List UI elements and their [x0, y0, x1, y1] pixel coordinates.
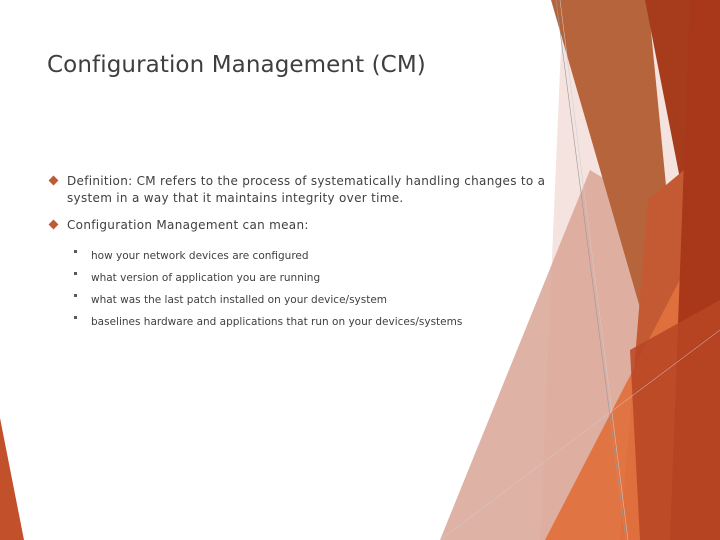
bullet-item-definition: [48, 173, 548, 207]
bullet-list: [48, 173, 548, 328]
bullet-item-cm-can-mean: [48, 217, 548, 234]
square-bullet-icon: [74, 250, 77, 253]
square-bullet-icon: [74, 294, 77, 297]
sub-bullet-item: [48, 244, 548, 262]
diamond-bullet-icon: [49, 176, 59, 186]
sub-bullet-text: what was the last patch installed on your device/system: [91, 294, 388, 306]
sub-bullet-item: [48, 310, 548, 328]
square-bullet-icon: [74, 272, 77, 275]
sub-bullet-text: how your network devices are configured: [91, 250, 309, 262]
left-edge-strip: [0, 418, 24, 540]
sub-bullet-item: [48, 266, 548, 284]
square-bullet-icon: [74, 316, 77, 319]
sub-bullet-text: what version of application you are running: [91, 272, 321, 284]
diamond-bullet-icon: [49, 220, 59, 230]
sub-bullet-item: [48, 288, 548, 306]
bullet-text: Configuration Management can mean:: [67, 218, 309, 232]
sub-bullet-text: baselines hardware and applications that run on your devices/systems: [91, 316, 463, 328]
slide-title: Configuration Management (CM): [47, 52, 426, 78]
bullet-text: Definition: CM refers to the process of systematically handling changes to a system in a way that it maintains integrity over time.: [67, 174, 546, 205]
